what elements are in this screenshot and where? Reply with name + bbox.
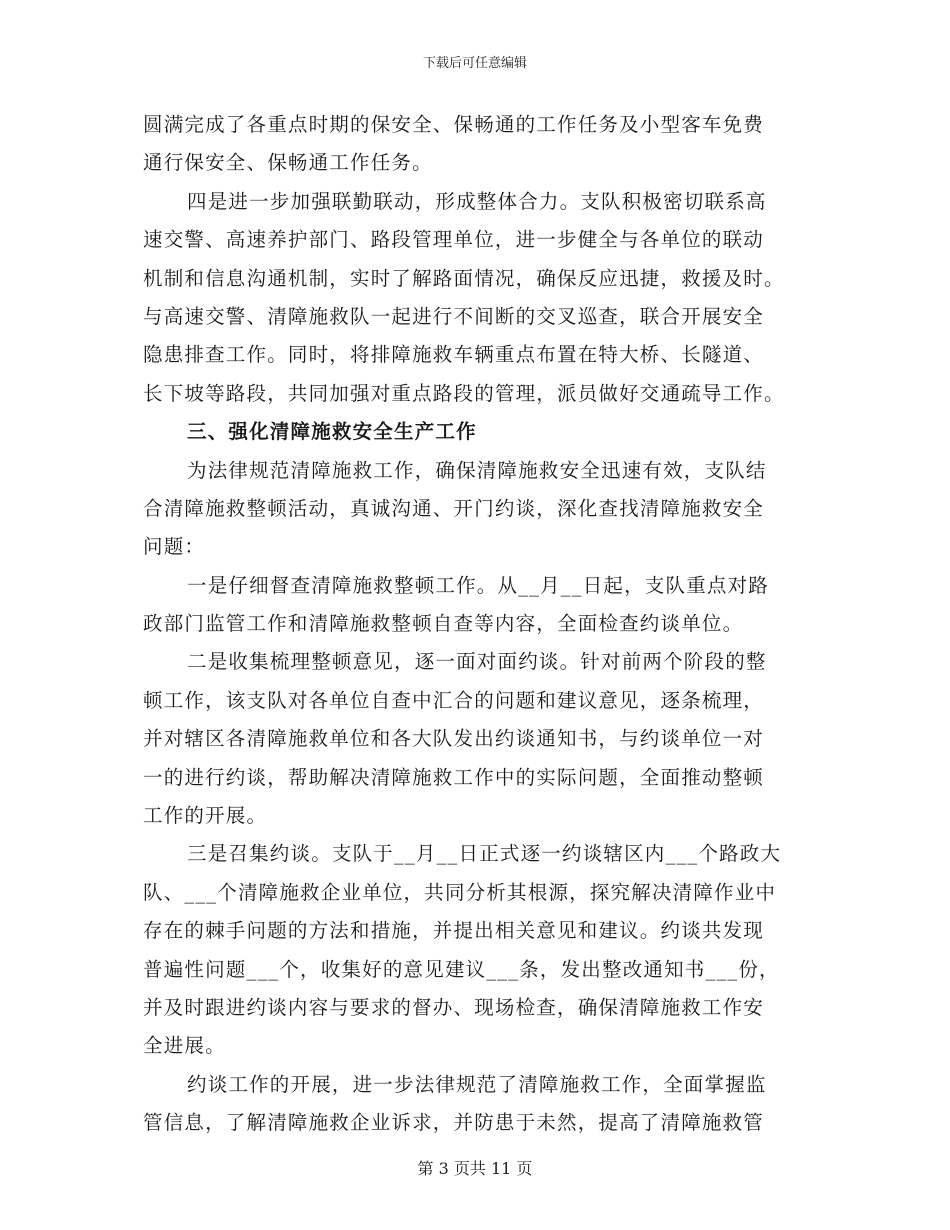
section-heading: 三、强化清障施救安全生产工作 [187,420,477,444]
paragraph-line: 长下坡等路段，共同加强对重点路段的管理，派员做好交通疏导工作。 [143,381,785,405]
paragraph-line: 合清障施救整顿活动，真诚沟通、开门约谈，深化查找清障施救安全 [143,496,765,520]
paragraph-line: 一是仔细督查清障施救整顿工作。从__月__日起，支队重点对路 [187,573,770,597]
paragraph-line: 速交警、高速养护部门、路段管理单位，进一步健全与各单位的联动 [143,228,765,252]
page-footer: 第 3 页共 11 页 [417,1159,533,1178]
paragraph-line: 通行保安全、保畅通工作任务。 [143,151,433,175]
paragraph-line: 顿工作，该支队对各单位自查中汇合的问题和建议意见，逐条梳理， [143,688,765,712]
paragraph-line: 并及时跟进约谈内容与要求的督办、现场检查，确保清障施救工作安 [143,995,765,1019]
paragraph-line: 圆满完成了各重点时期的保安全、保畅通的工作任务及小型客车免费 [143,113,765,136]
paragraph-line: 三是召集约谈。支队于__月__日正式逐一约谈辖区内___个路政大 [187,842,782,866]
paragraph-line: 普遍性问题___个，收集好的意见建议___条，发出整改通知书___份， [143,957,780,981]
paragraph-line: 政部门监管工作和清障施救整顿自查等内容，全面检查约谈单位。 [143,612,744,636]
paragraph-line: 全进展。 [143,1034,226,1058]
paragraph-line: 与高速交警、清障施救队一起进行不间断的交叉巡查，联合开展安全 [143,304,765,328]
page-header: 下载后可任意编辑 [422,56,527,71]
document-body [143,106,803,1143]
paragraph-line: 四是进一步加强联勤联动，形成整体合力。支队积极密切联系高 [187,189,767,213]
paragraph-line: 隐患排查工作。同时，将排障施救车辆重点布置在特大桥、长隧道、 [143,343,765,367]
paragraph-line: 机制和信息沟通机制，实时了解路面情况，确保反应迅捷，救援及时。 [143,266,785,290]
paragraph-line: 为法律规范清障施救工作，确保清障施救安全迅速有效，支队结 [187,458,767,482]
paragraph-line: 工作的开展。 [143,804,268,828]
paragraph-line: 并对辖区各清障施救单位和各大队发出约谈通知书，与约谈单位一对 [143,727,765,751]
paragraph-line: 二是收集梳理整顿意见，逐一面对面约谈。针对前两个阶段的整 [187,650,767,674]
paragraph-line: 一的进行约谈，帮助解决清障施救工作中的实际问题，全面推动整顿 [143,765,765,789]
paragraph-line: 管信息，了解清障施救企业诉求，并防患于未然，提高了清障施救管 [143,1111,765,1135]
paragraph-line: 存在的棘手问题的方法和措施，并提出相关意见和建议。约谈共发现 [143,919,765,943]
paragraph-line: 约谈工作的开展，进一步法律规范了清障施救工作，全面掌握监 [187,1072,767,1096]
paragraph-line: 问题： [143,535,206,559]
paragraph-line: 队、___个清障施救企业单位，共同分析其根源，探究解决清障作业中 [143,880,777,904]
